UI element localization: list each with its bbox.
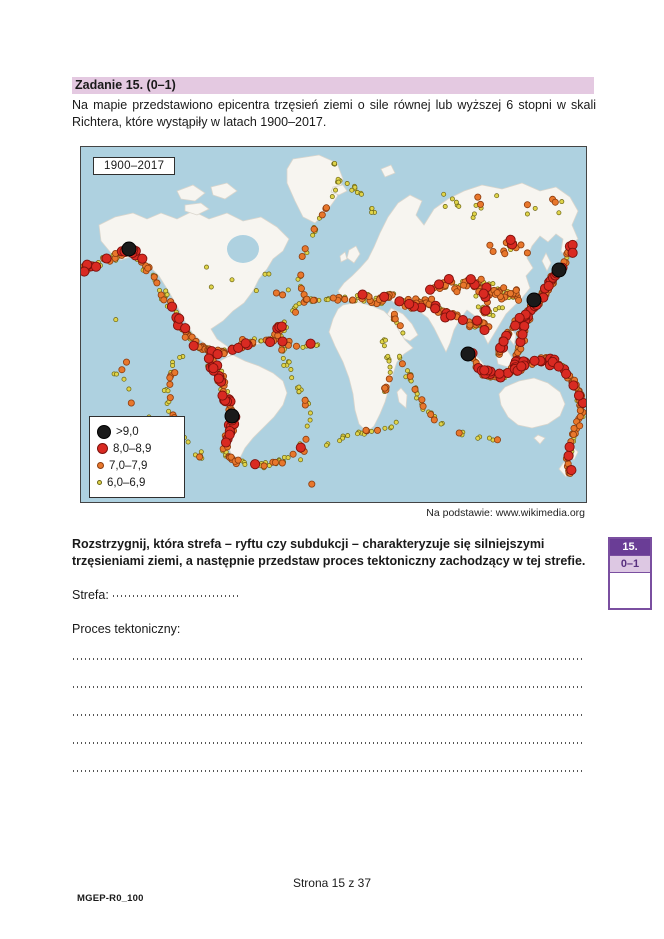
legend-dot-red	[97, 443, 108, 454]
badge-task-number: 15.	[610, 539, 650, 556]
answer-dotted-line	[73, 714, 585, 716]
form-code: MGEP-R0_100	[77, 893, 144, 904]
earthquake-map	[80, 146, 587, 503]
legend-label: >9,0	[116, 425, 139, 438]
map-legend	[89, 416, 185, 498]
answer-dotted-line	[73, 686, 585, 688]
legend-dot-orange	[97, 462, 104, 469]
answer-dotted-line	[73, 770, 585, 772]
legend-row	[97, 474, 184, 491]
task-intro-text: Na mapie przedstawiono epicentra trzęsień ziemi o sile równej lub wyższej 6 stopni w skali Richtera, które wystąpiły w latach 1900–2017.	[72, 98, 596, 129]
legend-row	[97, 423, 184, 440]
task-score-badge	[608, 537, 652, 610]
legend-row	[97, 457, 184, 474]
answer-lines	[73, 658, 585, 798]
legend-dot-black	[97, 425, 111, 439]
zone-label: Strefa:	[72, 588, 109, 602]
answer-dotted-line	[73, 742, 585, 744]
zone-answer-blank	[113, 595, 241, 597]
answer-dotted-line	[73, 658, 585, 660]
legend-label: 6,0–6,9	[107, 476, 146, 489]
legend-label: 7,0–7,9	[109, 459, 148, 472]
question-prompt: Rozstrzygnij, która strefa – ryftu czy subdukcji – charakteryzuje się silniejszymi trzęsieniami ziemi, a następnie przedstaw proces tektoniczny zachodzący w tej strefie.	[72, 537, 586, 568]
zone-answer-row	[72, 588, 241, 602]
badge-points: 0–1	[610, 556, 650, 573]
map-source-caption: Na podstawie: www.wikimedia.org	[426, 507, 585, 519]
page-number: Strona 15 z 37	[292, 876, 372, 890]
task-header-bar: Zadanie 15. (0–1)	[72, 77, 594, 94]
process-label: Proces tektoniczny:	[72, 622, 181, 636]
badge-score-box	[610, 573, 650, 608]
legend-row	[97, 440, 184, 457]
legend-dot-yellow	[97, 480, 102, 485]
map-period-label: 1900–2017	[93, 157, 175, 175]
legend-label: 8,0–8,9	[113, 442, 152, 455]
